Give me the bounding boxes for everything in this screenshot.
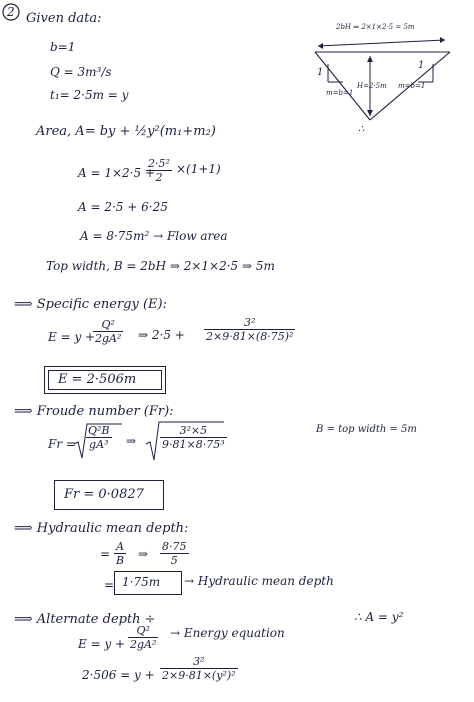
area-fraction-den: 2 bbox=[155, 171, 163, 184]
hydraulic-equals: = bbox=[104, 578, 115, 592]
froude-mid: ⇒ bbox=[126, 434, 137, 448]
hydraulic-lead: = bbox=[100, 547, 111, 561]
hydraulic-tail: → Hydraulic mean depth bbox=[184, 574, 334, 588]
figure-m-right: m=b=1 bbox=[398, 82, 426, 90]
hydraulic-mid: ⇒ bbox=[138, 547, 149, 561]
top-width-line: Top width, B = 2bH ⇒ 2×1×2·5 ⇒ 5m bbox=[46, 259, 275, 273]
energy-fraction-2-num: 3² bbox=[244, 316, 256, 329]
alternate-lead: E = y + bbox=[78, 637, 126, 651]
energy-fraction-1 bbox=[93, 318, 123, 345]
energy-fraction-2-den: 2×9·81×(8·75)² bbox=[206, 330, 294, 343]
alternate-fraction-1-num: Q² bbox=[136, 624, 150, 637]
given-y: t₁= 2·5m = y bbox=[50, 88, 129, 102]
area-fraction-num: 2·5² bbox=[148, 157, 170, 170]
alternate-side-note: ∴ A = y² bbox=[354, 610, 404, 624]
area-sum: A = 2·5 + 6·25 bbox=[78, 200, 168, 214]
alternate-tail: → Energy equation bbox=[170, 626, 285, 640]
figure-left-one: 1 bbox=[317, 67, 324, 78]
energy-result: E = 2·506m bbox=[58, 372, 137, 387]
froude-fraction-2-den: 9·81×8·75³ bbox=[162, 438, 225, 451]
given-q: Q = 3m³/s bbox=[50, 65, 112, 79]
energy-fraction-1-num: Q² bbox=[101, 318, 115, 331]
froude-fraction-1 bbox=[86, 424, 112, 451]
hydraulic-fraction-1 bbox=[114, 540, 126, 567]
figure-m-left: m=b=1 bbox=[326, 89, 354, 97]
hydraulic-fraction-1-den: B bbox=[116, 554, 125, 567]
trapezoidal-channel-sketch bbox=[310, 20, 460, 140]
given-data-heading: Given data: bbox=[26, 11, 102, 26]
hydraulic-fraction-1-num: A bbox=[116, 540, 125, 553]
froude-side-note: B = top width = 5m bbox=[316, 424, 417, 435]
figure-depth-label: H=2·5m bbox=[357, 82, 387, 90]
energy-lead: E = y + bbox=[48, 330, 96, 344]
alternate-fraction-2-den: 2×9·81×(y²)² bbox=[162, 669, 236, 682]
hydraulic-fraction-2 bbox=[160, 540, 189, 567]
given-b: b=1 bbox=[50, 40, 76, 54]
alternate-fraction-1-den: 2gA² bbox=[130, 638, 157, 651]
question-number: 2 bbox=[7, 5, 15, 19]
hydraulic-fraction-2-den: 5 bbox=[170, 554, 178, 567]
area-result: A = 8·75m² → Flow area bbox=[80, 229, 228, 243]
area-substitution-lead: A = 1×2·5 + bbox=[78, 166, 155, 180]
froude-fraction-2-num: 3²×5 bbox=[179, 424, 208, 437]
alternate-heading: ⟹ Alternate depth ÷ bbox=[14, 612, 156, 627]
froude-fraction-2 bbox=[160, 424, 227, 451]
hydraulic-heading: ⟹ Hydraulic mean depth: bbox=[14, 521, 189, 536]
area-formula: Area, A= by + ½y²(m₁+m₂) bbox=[36, 124, 216, 139]
alternate-fraction-2 bbox=[160, 655, 238, 682]
energy-fraction-1-den: 2gA² bbox=[95, 332, 122, 345]
froude-fraction-1-den: gA³ bbox=[89, 438, 109, 451]
specific-energy-heading: ⟹ Specific energy (E): bbox=[14, 297, 167, 312]
figure-dots: ∴ bbox=[358, 124, 365, 135]
energy-mid: ⇒ 2·5 + bbox=[138, 328, 185, 342]
alternate-fraction-2-num: 3² bbox=[193, 655, 205, 668]
energy-fraction-2 bbox=[204, 316, 295, 343]
froude-lead: Fr = bbox=[48, 437, 76, 451]
alternate-fraction-1 bbox=[128, 624, 158, 651]
figure-top-width-label: 2bH ⇒ 2×1×2·5 = 5m bbox=[336, 23, 415, 31]
figure-right-one: 1 bbox=[418, 60, 425, 71]
hydraulic-result: 1·75m bbox=[122, 575, 161, 589]
froude-heading: ⟹ Froude number (Fr): bbox=[14, 404, 174, 419]
hydraulic-fraction-2-num: 8·75 bbox=[162, 540, 187, 553]
alternate-lead-2: 2·506 = y + bbox=[82, 668, 155, 682]
froude-result: Fr = 0·0827 bbox=[64, 487, 144, 502]
froude-fraction-1-num: Q²B bbox=[88, 424, 110, 437]
area-fraction bbox=[146, 157, 172, 184]
area-substitution-tail: ×(1+1) bbox=[176, 162, 221, 176]
